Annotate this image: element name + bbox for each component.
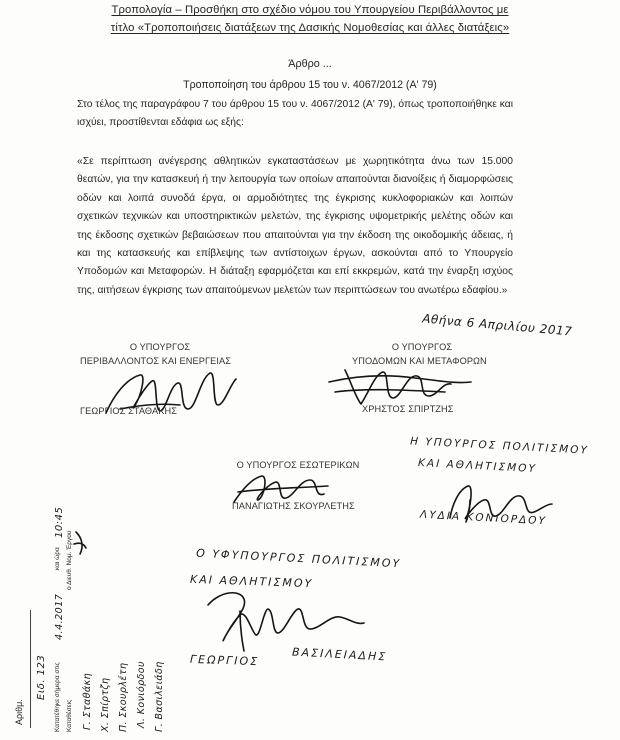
sig-environment-name: ΓΕΩΡΓΙΟΣ ΣΤΑΘΑΚΗΣ: [80, 406, 177, 416]
depositor-name-4: Λ. Κονιόρδου: [136, 661, 147, 728]
depositor-names: [78, 560, 188, 740]
document-title-line2: τίτλο «Τροποποιήσεις διατάξεων της Δασικής Νομοθεσίας και άλλες διατάξεις»: [110, 22, 510, 34]
depositor-name-5: Γ. Βασιλειάδη: [154, 661, 165, 732]
sig-infrastructure-ministry: ΥΠΟΔΟΜΩΝ ΚΑΙ ΜΕΤΑΦΟΡΩΝ: [352, 356, 487, 366]
sig-culture-name: ΛΥΔΙΑ ΚΟΝΙΟΡΔΟΥ: [419, 508, 548, 528]
sig-environment-title: Ο ΥΠΟΥΡΓΟΣ: [129, 342, 191, 352]
sig-deputy-ministry: ΚΑΙ ΑΘΛΗΤΙΣΜΟΥ: [189, 572, 314, 591]
stamp-number: Ειδ. 123: [36, 654, 47, 700]
depositor-name-1: Γ. Σταθάκη: [82, 672, 93, 730]
article-heading: Άρθρο ...: [288, 58, 332, 70]
document-title-line1: Τροπολογία – Προσθήκη στο σχέδιο νόμου του Υπουργείου Περιβάλλοντος με: [111, 4, 509, 16]
stamp-time: 10:45: [54, 506, 65, 538]
sig-infrastructure-name: ΧΡΗΣΤΟΣ ΣΠΙΡΤΖΗΣ: [362, 404, 454, 414]
sig-culture-title: Η ΥΠΟΥΡΓΟΣ ΠΟΛΙΤΙΣΜΟΥ: [409, 435, 590, 457]
handwritten-date: Αθήνα 6 Απριλίου 2017: [421, 311, 573, 339]
signature-vasileiadis: [200, 585, 370, 655]
sig-interior-name: ΠΑΝΑΓΙΩΤΗΣ ΣΚΟΥΡΛΕΤΗΣ: [232, 501, 355, 511]
sig-deputy-last-name: ΒΑΣΙΛΕΙΑΔΗΣ: [291, 645, 388, 664]
signature-stathakis: [100, 365, 250, 425]
article-subheading: Τροποποίηση του άρθρου 15 του ν. 4067/2012 (Α' 79): [183, 79, 437, 91]
sig-interior-title: Ο ΥΠΟΥΡΓΟΣ ΕΣΩΤΕΡΙΚΩΝ: [236, 460, 360, 470]
depositor-name-2: Χ. Σπίρτζη: [100, 677, 111, 732]
sig-deputy-first-name: ΓΕΩΡΓΙΟΣ: [189, 652, 260, 669]
sig-environment-ministry: ΠΕΡΙΒΑΛΛΟΝΤΟΣ ΚΑΙ ΕΝΕΡΓΕΙΑΣ: [80, 356, 232, 366]
stamp-time-label: και ώρα: [54, 547, 61, 570]
stamp-official: ο Διευθ. Νομ. Έργου: [66, 530, 73, 590]
depositor-name-3: Π. Σκουρλέτη: [118, 662, 129, 732]
stamp-divider: [30, 610, 31, 728]
article-quote: «Σε περίπτωση ανέγερσης αθλητικών εγκαταστάσεων με χωρητικότητα άνω των 15.000 θεατών, για την κατασκευή ή την λειτουργία των οποίων απαιτούνται διανοίξεις ή διαμορφώσεις οδών και λοιπά συνοδά έργα, οι αρμοδιότητες της έγκρισης κυκλοφοριακών και λοιπών σχετικών τεχνικών και υποστηρικτικών μελετών, της έγκρισης υψομετρικής μελέτης οδών και της έκδοσης σχετικών βεβαιώσεων που απαιτούνται για την έκδοση της οικοδομικής άδειας, ή και της κατασκευής και επίβλεψης των αντίστοιχων έργων, ασκούνται από το Υπουργείο Υποδομών και Μεταφορών. Η διάταξη εφαρμόζεται και επί εκκρεμών, κατά την έναρξη ισχύος της, αιτήσεων έγκρισης των απαιτούμενων μελετών των περιπτώσεων του ανωτέρω εδαφίου.»: [77, 156, 513, 296]
stamp-depositors: Καταθέσεις: [66, 699, 73, 732]
stamp-filed-text: Κατατέθηκε σήμερα στις: [54, 662, 61, 732]
sig-culture-ministry: ΚΑΙ ΑΘΛΗΤΙΣΜΟΥ: [417, 456, 538, 476]
stamp-initials: [72, 528, 90, 558]
sig-deputy-title: Ο ΥΦΥΠΟΥΡΓΟΣ ΠΟΛΙΤΙΣΜΟΥ: [195, 546, 402, 571]
stamp-date: 4.4.2017: [54, 593, 65, 640]
sig-infrastructure-title: Ο ΥΠΟΥΡΓΟΣ: [391, 342, 453, 352]
article-intro: Στο τέλος της παραγράφου 7 του άρθρου 15 του ν. 4067/2012 (Α' 79), όπως τροποποιήθηκε και ισχύει, προστίθενται εδάφια ως εξής:: [77, 99, 513, 129]
stamp-label: Αριθμ.: [14, 699, 24, 725]
